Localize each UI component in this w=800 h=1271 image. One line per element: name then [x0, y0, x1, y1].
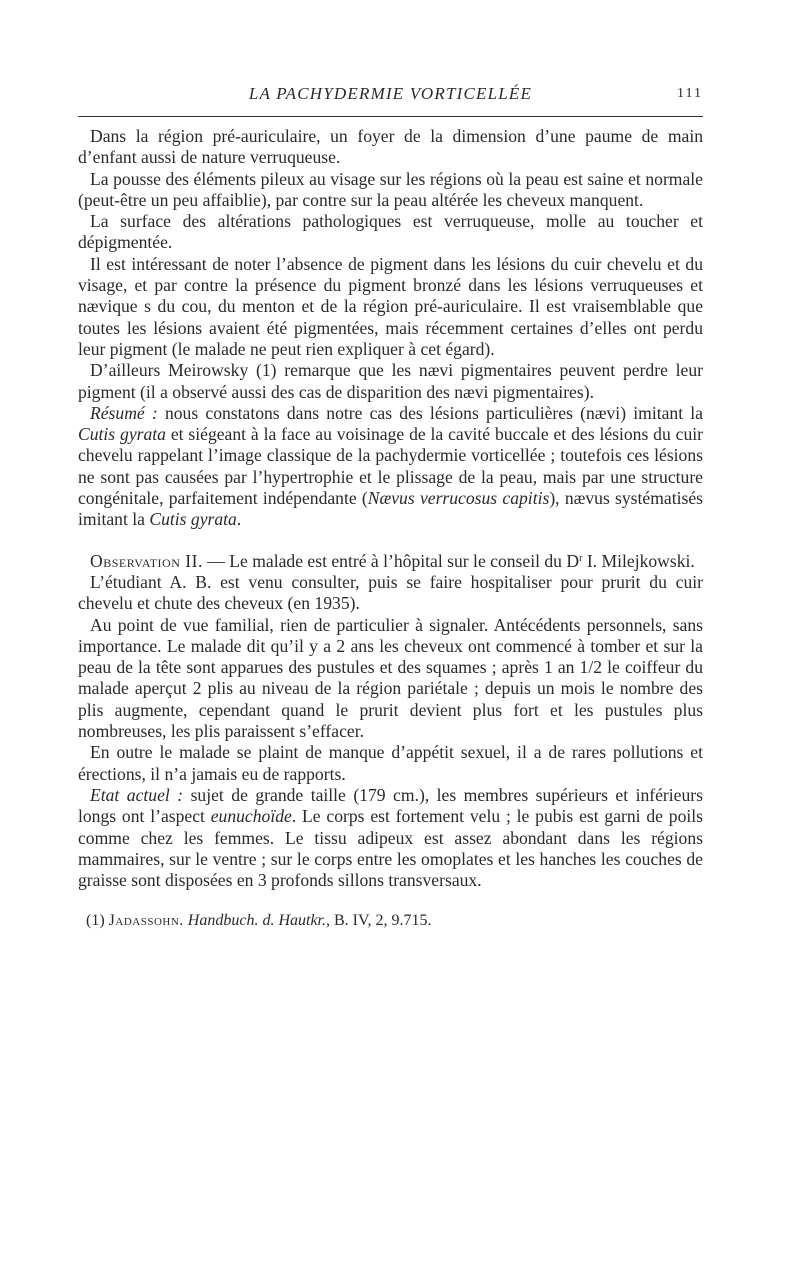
paragraph: Dans la région pré-auriculaire, un foyer de la dimension d’une paume de main d’enfant aussi de nature verruqueuse.: [78, 126, 703, 168]
observation-heading-paragraph: [78, 551, 703, 572]
text-run: .: [236, 509, 242, 530]
text-run: — Le malade est entré à l’hôpital sur le conseil du D: [202, 550, 580, 571]
paragraph: La pousse des éléments pileux au visage sur les régions où la peau est saine et normale (peut-être un peu affaiblie), par contre sur la peau altérée les cheveux manquent.: [78, 168, 703, 210]
text-run: sujet de grande taille (179 cm.), les membres supérieurs et inférieurs longs ont l’aspect: [78, 784, 703, 827]
text-run: I. Milejkowski.: [582, 550, 695, 571]
footnote-work: Handbuch. d. Hautkr.,: [183, 912, 330, 930]
italic-term: Cutis gyrata: [149, 509, 237, 530]
header-rule: [78, 116, 703, 117]
running-title: LA PACHYDERMIE VORTICELLÉE: [248, 84, 533, 103]
observation-label: Observation II.: [90, 550, 203, 571]
text-run: . Le corps est fortement velu ; le pubis est garni de poils comme chez les femmes. Le tissu adipeux est assez abondant dans les régions mammaires, sur le ventre ; sur le corps entre les omoplates et les hanches les couches de graisse sont disposées en 3 profonds sillons transversaux.: [78, 806, 704, 891]
etat-actuel-label: Etat actuel :: [90, 784, 184, 805]
footnote-marker: (1): [86, 912, 109, 930]
summary-paragraph: [78, 403, 703, 531]
paragraph: D’ailleurs Meirowsky (1) remarque que les nævi pigmentaires peuvent perdre leur pigment (il a observé aussi des cas de disparition des nævi pigmentaires).: [78, 360, 703, 402]
paragraph: Au point de vue familial, rien de particulier à signaler. Antécédents personnels, sans importance. Le malade dit qu’il y a 2 ans les cheveux ont commencé à tomber et sur la peau de la tête sont apparues des pustules et des squames ; après 1 an 1/2 le coiffeur du malade aperçut 2 plis au niveau de la région pariétale ; depuis un mois le nombre des plis augmente, cependant quand le prurit devient plus fort et les pustules plus nombreuses, les plis paraissent s’effacer.: [78, 614, 703, 742]
italic-term: eunuchoïde: [210, 806, 292, 827]
footnote: [78, 911, 703, 931]
footnote-ref: B. IV, 2, 9.715.: [330, 912, 432, 930]
body-text: [78, 126, 703, 891]
paragraph: La surface des altérations pathologiques est verruqueuse, molle au toucher et dépigmentée.: [78, 211, 703, 253]
italic-term: Nævus verrucosus capitis: [367, 488, 550, 509]
page-number: 111: [677, 86, 703, 101]
paragraph: Il est intéressant de noter l’absence de pigment dans les lésions du cuir chevelu et du visage, et par contre la présence du pigment bronzé dans les lésions verruqueuses et nævique s du cou, du menton et de la région pré-auriculaire. Il est vraisemblable que toutes les lésions avaient été pigmentées, mais récemment certaines d’elles ont perdu leur pigment (le malade ne peut rien expliquer à cet égard).: [78, 253, 703, 359]
etat-actuel-paragraph: [78, 785, 703, 891]
text-run: et siégeant à la face au voisinage de la cavité buccale et des lésions du cuir chevelu rappelant l’image classique de la pachydermie vorticellée ; toutefois ces lésions ne sont pas causées par l’hypertrophie et le plissage de la peau, mais par une structure congénitale, parfaitement indépendante (: [78, 424, 703, 509]
italic-term: Cutis gyrata: [78, 424, 166, 445]
footnote-author: Jadassohn.: [108, 912, 184, 930]
summary-label: Résumé :: [90, 402, 158, 423]
text-run: ), nævus systématisés imitant la: [78, 488, 703, 530]
page-header: [78, 84, 703, 110]
paragraph: En outre le malade se plaint de manque d’appétit sexuel, il a de rares pollutions et érections, il n’a jamais eu de rapports.: [78, 742, 703, 784]
text-run: nous constatons dans notre cas des lésions particulières (nævi) imitant la: [157, 402, 703, 423]
superscript: r: [579, 552, 583, 564]
book-page: [78, 84, 703, 931]
paragraph: L’étudiant A. B. est venu consulter, puis se faire hospitaliser pour prurit du cuir chevelu et chute des cheveux (en 1935).: [78, 571, 703, 614]
